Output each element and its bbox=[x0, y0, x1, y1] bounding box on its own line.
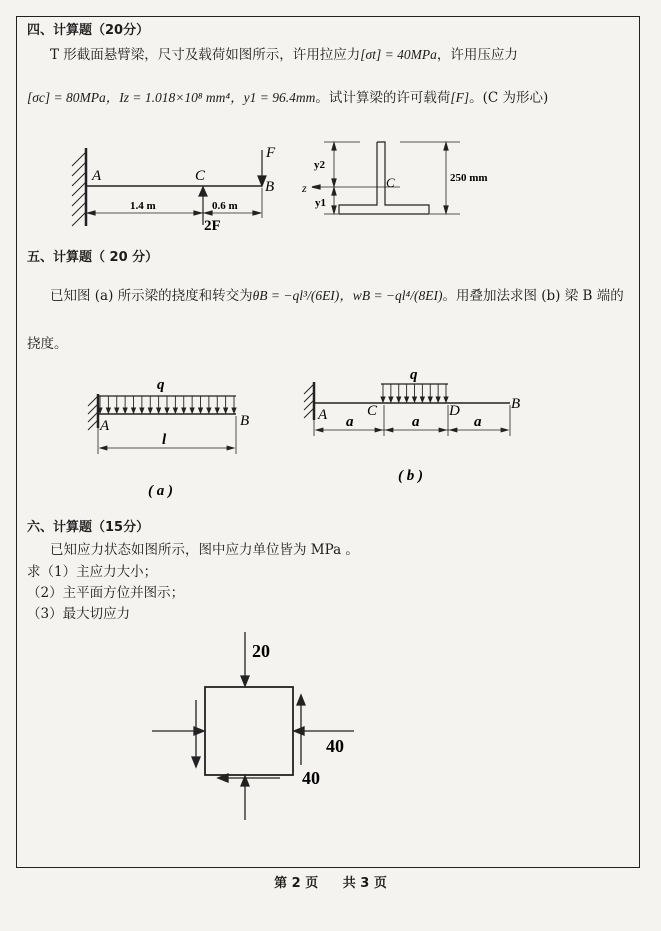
q5b-label-a3: a bbox=[474, 414, 482, 430]
page-number: 第 2 页 bbox=[274, 876, 319, 891]
q5b-label-B: B bbox=[511, 396, 521, 412]
q4-label-F: F bbox=[266, 145, 276, 161]
q6-stress-40-shear: 40 bbox=[302, 768, 320, 788]
q4-label-2F: 2F bbox=[204, 218, 221, 234]
q4-label-y1: y1 bbox=[315, 197, 326, 209]
q4-line1: T 形截面悬臂梁，尺寸及载荷如图所示，许用拉应力 bbox=[50, 47, 361, 63]
q6-line2: 求（1）主应力大小； bbox=[27, 564, 158, 580]
q4-y1: ，y1 = 96.4mm bbox=[230, 90, 316, 105]
q4-dim-0-6m: 0.6 m bbox=[212, 200, 238, 212]
q4-label-A: A bbox=[92, 168, 102, 184]
page-footer bbox=[0, 872, 661, 891]
q5b-label-C: C bbox=[367, 403, 378, 419]
q5-w: ，wB = −ql⁴/(8EI) bbox=[339, 288, 443, 303]
q5-title: 五、计算题（ 20 分） bbox=[27, 250, 159, 265]
q6-line4: （3）最大切应力 bbox=[27, 606, 131, 622]
q4-sigma-c: [σc] = 80MPa bbox=[27, 90, 106, 105]
q6-stress-20: 20 bbox=[252, 641, 270, 661]
q4-line1-tail: ，许用压应力 bbox=[436, 47, 518, 63]
q5b-label-a1: a bbox=[346, 414, 354, 430]
q6-stress-40-right: 40 bbox=[326, 736, 344, 756]
q5-line2: 挠度。 bbox=[27, 336, 68, 352]
q4-title: 四、计算题（20分） bbox=[27, 23, 150, 38]
q5b-label-a2: a bbox=[412, 414, 420, 430]
q4-dim-1-4m: 1.4 m bbox=[130, 200, 156, 212]
q5b-label-q: q bbox=[410, 367, 418, 383]
q5a-label-q: q bbox=[157, 377, 165, 393]
q5a-label-B: B bbox=[240, 413, 250, 429]
q4-label-B: B bbox=[265, 179, 275, 195]
page-total: 共 3 页 bbox=[342, 876, 387, 891]
q5-line1: 已知图 (a) 所示梁的挠度和转交为 bbox=[50, 288, 253, 304]
q5b-label-D: D bbox=[449, 403, 460, 419]
q5a-caption: ( a ) bbox=[148, 483, 173, 499]
q6-title: 六、计算题（15分） bbox=[27, 520, 150, 535]
q4-dim-250mm: 250 mm bbox=[450, 172, 488, 184]
q4-label-C: C bbox=[195, 168, 206, 184]
q5-theta: θB = −ql³/(6EI) bbox=[252, 288, 340, 303]
q4-F: [F] bbox=[450, 90, 470, 105]
q4-sigma-t: [σt] = 40MPa bbox=[360, 47, 437, 62]
q5-line1-tail: 。用叠加法求图 (b) 梁 B 端的 bbox=[442, 288, 624, 304]
q4-note: 。(C 为形心) bbox=[469, 90, 549, 106]
q5a-label-A: A bbox=[100, 418, 110, 434]
q5a-label-l: l bbox=[162, 432, 167, 448]
q4-label-centroid: C bbox=[386, 175, 395, 190]
q6-line3: （2）主平面方位并图示； bbox=[27, 585, 185, 601]
q4-iz: ，Iz = 1.018×10⁸ mm⁴ bbox=[105, 90, 231, 105]
q4-label-y2: y2 bbox=[314, 159, 325, 171]
q5b-caption: ( b ) bbox=[398, 468, 423, 484]
q5b-label-A: A bbox=[318, 407, 328, 423]
q6-line1: 已知应力状态如图所示，图中应力单位皆为 MPa 。 bbox=[50, 542, 359, 558]
q4-label-z: z bbox=[302, 181, 307, 195]
q4-line2-tail: 。试计算梁的许可载荷 bbox=[315, 90, 451, 106]
